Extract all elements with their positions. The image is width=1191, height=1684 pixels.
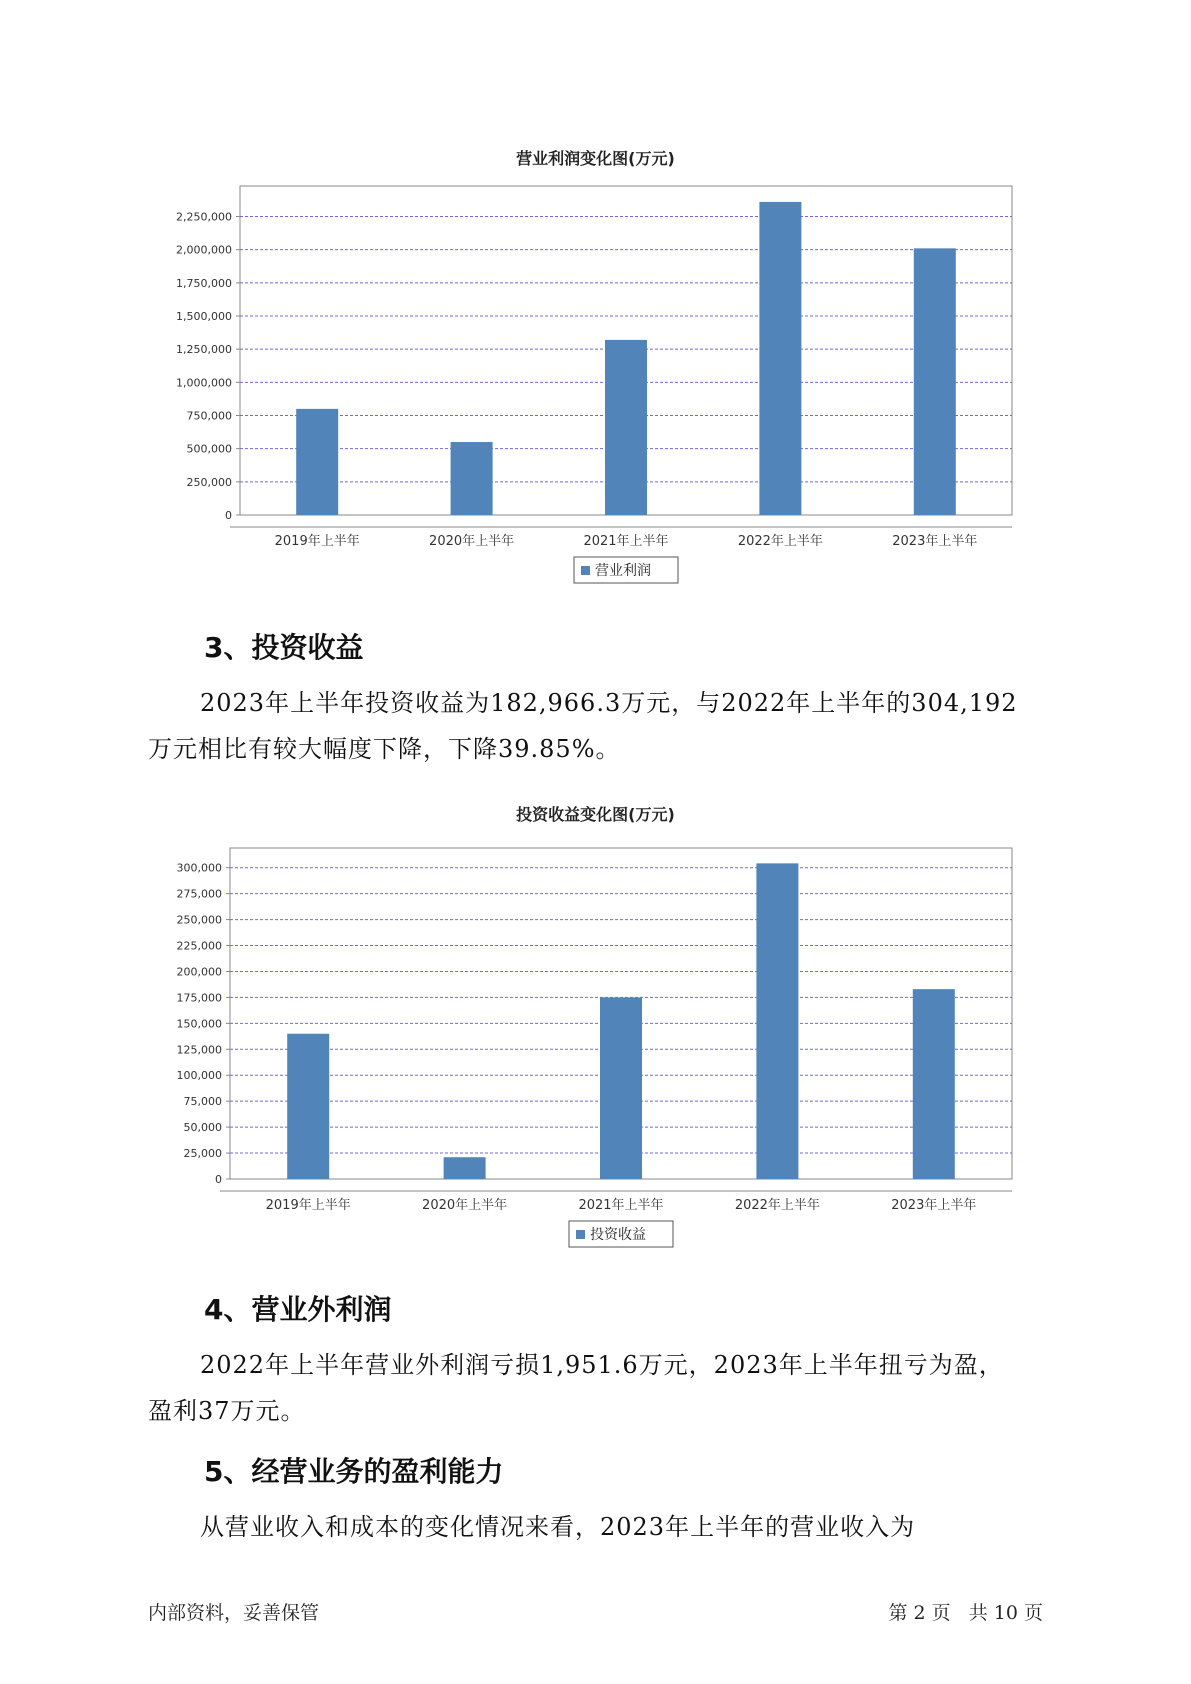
section5-heading: 5、经营业务的盈利能力 <box>204 1455 504 1488</box>
y-tick-label: 250,000 <box>176 913 222 927</box>
y-tick-label: 1,750,000 <box>176 276 232 290</box>
chart2-title: 投资收益变化图(万元) <box>516 805 675 824</box>
x-tick-label: 2022年上半年 <box>737 534 823 549</box>
y-tick-label: 200,000 <box>176 965 222 979</box>
x-tick-label: 2019年上半年 <box>265 1198 351 1213</box>
y-tick-label: 500,000 <box>186 442 232 456</box>
bar-2020年上半年 <box>451 442 493 515</box>
y-tick-label: 300,000 <box>176 861 222 875</box>
footer-left: 内部资料，妥善保管 <box>148 1602 320 1624</box>
bar-2021年上半年 <box>605 340 647 515</box>
section4-line2: 盈利37万元。 <box>148 1397 306 1425</box>
x-tick-label: 2020年上半年 <box>422 1198 508 1213</box>
bar-2019年上半年 <box>287 1034 329 1179</box>
y-tick-label: 0 <box>215 1173 222 1186</box>
y-tick-label: 25,000 <box>183 1147 222 1161</box>
bar-2022年上半年 <box>759 202 801 515</box>
y-tick-label: 1,000,000 <box>176 376 232 390</box>
section3-line2: 万元相比有较大幅度下降，下降39.85%。 <box>148 735 621 763</box>
y-tick-label: 150,000 <box>176 1017 222 1031</box>
bar-2022年上半年 <box>756 863 798 1179</box>
x-tick-label: 2021年上半年 <box>583 534 669 549</box>
section3-line1: 2023年上半年投资收益为182,966.3万元，与2022年上半年的304,192 <box>200 689 1018 717</box>
legend-label: 营业利润 <box>595 563 651 579</box>
x-tick-label: 2020年上半年 <box>429 534 515 549</box>
bar-2023年上半年 <box>913 989 955 1179</box>
y-tick-label: 0 <box>225 509 232 522</box>
y-tick-label: 2,250,000 <box>176 210 232 224</box>
footer-page-number: 第 2 页 共 10 页 <box>888 1602 1043 1624</box>
x-tick-label: 2023年上半年 <box>891 1198 977 1213</box>
chart1-title: 营业利润变化图(万元) <box>516 149 675 168</box>
legend-label: 投资收益 <box>590 1227 646 1243</box>
y-tick-label: 2,000,000 <box>176 243 232 257</box>
y-tick-label: 100,000 <box>176 1069 222 1083</box>
x-tick-label: 2021年上半年 <box>578 1198 664 1213</box>
bar-2021年上半年 <box>600 997 642 1179</box>
legend-swatch <box>576 1230 585 1239</box>
section3-paragraph <box>148 680 1048 772</box>
y-tick-label: 125,000 <box>176 1043 222 1057</box>
y-tick-label: 50,000 <box>183 1121 222 1135</box>
y-tick-label: 250,000 <box>186 475 232 489</box>
bar-2019年上半年 <box>296 409 338 515</box>
x-tick-label: 2022年上半年 <box>734 1198 820 1213</box>
x-tick-label: 2019年上半年 <box>274 534 360 549</box>
section5-paragraph <box>148 1504 1048 1550</box>
bar-2023年上半年 <box>914 248 956 515</box>
section4-line1: 2022年上半年营业外利润亏损1,951.6万元，2023年上半年扭亏为盈， <box>200 1351 1004 1379</box>
y-tick-label: 1,500,000 <box>176 310 232 324</box>
y-tick-label: 225,000 <box>176 939 222 953</box>
y-tick-label: 75,000 <box>183 1095 222 1109</box>
operating-profit-chart <box>0 180 1191 600</box>
section3-heading: 3、投资收益 <box>204 631 364 664</box>
investment-income-chart <box>0 836 1191 1266</box>
y-tick-label: 1,250,000 <box>176 343 232 357</box>
bar-2020年上半年 <box>444 1157 486 1179</box>
y-tick-label: 275,000 <box>176 887 222 901</box>
y-tick-label: 175,000 <box>176 991 222 1005</box>
legend-swatch <box>581 566 590 575</box>
y-tick-label: 750,000 <box>186 409 232 423</box>
x-tick-label: 2023年上半年 <box>892 534 978 549</box>
section4-heading: 4、营业外利润 <box>204 1293 392 1326</box>
section4-paragraph <box>148 1342 1048 1434</box>
section5-line1: 从营业收入和成本的变化情况来看，2023年上半年的营业收入为 <box>200 1513 916 1541</box>
